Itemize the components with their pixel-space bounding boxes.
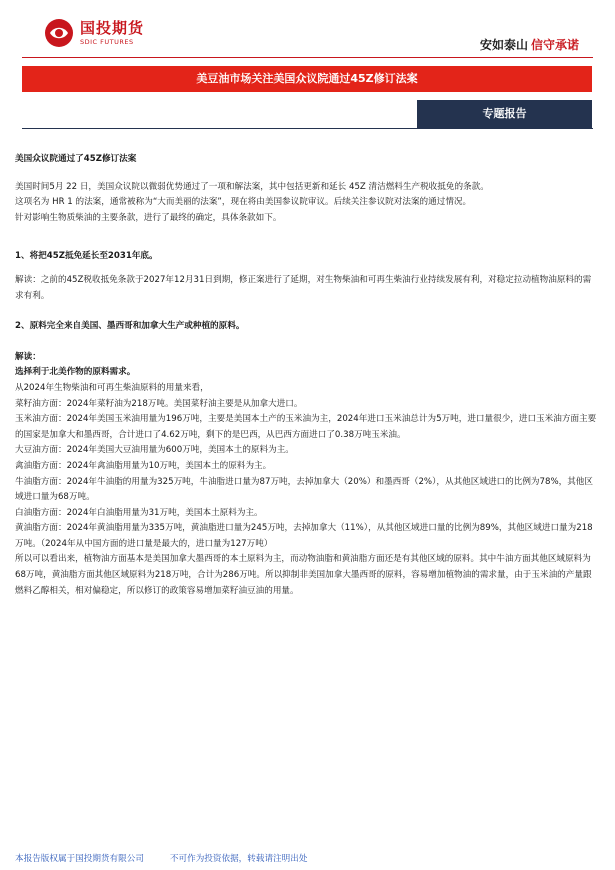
logo-subtext: SDIC FUTURES — [80, 38, 134, 46]
header-divider — [22, 57, 593, 58]
footer-disclaimer: 不可作为投资依据，转载请注明出处 — [169, 854, 308, 864]
page-footer — [15, 852, 307, 864]
intro-paragraph: 针对影响生物质柴油的主要条款，进行了最终的确定，具体条款如下。 — [15, 212, 282, 223]
list-item: 玉米油方面：2024年美国玉米油用量为196万吨，主要是美国本土产的玉米油为主，2024年进口玉米油总计为5万吨，进口量很少，进口玉米油方面主要的国家是加拿大和墨西哥，合计进口了4.62万吨，剩下的是巴西，从巴西方面进口了0.38万吨玉米油。 — [15, 414, 597, 440]
list-item: 菜籽油方面：2024年菜籽油为218万吨。美国菜籽油主要是从加拿大进口。 — [15, 398, 303, 409]
slogan-right: 信守承诺 — [530, 38, 579, 52]
conclusion-paragraph: 所以可以看出来，植物油方面基本是美国加拿大墨西哥的本土原料为主，而动物油脂和黄油脂方面还是有其他区域的原料。其中牛油方面其他区域原料为68万吨，黄油脂方面其他区域原料为218万吨，合计为286万吨。所以抑制非美国加拿大墨西哥的原料，容易增加植物油的需求量，由于玉米油的产量跟燃料乙醇相关，相对偏稳定，所以修订的政策容易增加菜籽油豆油的用量。 — [15, 554, 592, 596]
report-body — [15, 152, 599, 599]
slogan — [480, 36, 579, 53]
list-item: 从2024年生物柴油和可再生柴油原料的用量来看， — [15, 382, 209, 393]
sdic-logo-icon — [44, 18, 74, 48]
list-item: 黄油脂方面：2024年黄油脂用量为335万吨，黄油脂进口量为245万吨，去掉加拿大（11%），从其他区域进口量的比例为89%，其他区域进口量为218万吨。（2024年从中国方面的进口量是最大的，进口量为127万吨） — [15, 523, 593, 549]
list-item: 禽油脂方面：2024年禽油脂用量为10万吨，美国本土的原料为主。 — [15, 460, 272, 471]
tag-divider — [22, 128, 593, 129]
section-1-body: 解读：之前的45Z税收抵免条款于2027年12月31日到期，修正案进行了延期，对生物柴油和可再生柴油行业持续发展有利，对稳定拉动植物油原料的需求有利。 — [15, 274, 592, 301]
interpretation-subtitle: 选择利于北美作物的原料需求。 — [15, 367, 136, 378]
slogan-left: 安如泰山 — [479, 38, 528, 52]
intro-paragraph: 这项名为 HR 1 的法案，通常被称为“大而美丽的法案”，现在将由美国参议院审议。后续关注参议院对法案的通过情况。 — [15, 197, 472, 208]
logo-text: 国投期货 — [80, 19, 145, 37]
interpretation-label: 解读： — [15, 351, 41, 362]
report-type-tag: 专题报告 — [417, 100, 592, 128]
report-header — [0, 0, 615, 60]
report-title-banner: 美豆油市场关注美国众议院通过45Z修订法案 — [22, 66, 592, 92]
list-item: 大豆油方面：2024年美国大豆油用量为600万吨，美国本土的原料为主。 — [15, 445, 294, 456]
list-item: 白油脂方面：2024年白油脂用量为31万吨，美国本土原料为主。 — [15, 507, 263, 518]
intro-paragraph: 美国时间5月 22 日，美国众议院以微弱优势通过了一项和解法案，其中包括更新和延长 45Z 清洁燃料生产税收抵免的条款。 — [15, 181, 489, 192]
footer-copyright: 本报告版权属于国投期货有限公司 — [15, 854, 144, 864]
list-item: 牛油脂方面：2024年牛油脂的用量为325万吨，牛油脂进口量为87万吨，去掉加拿大（20%）和墨西哥（2%），从其他区域进口的比例为78%，其他区域进口量为68万吨。 — [15, 476, 593, 503]
section-1-title: 1、将把45Z抵免延长至2031年底。 — [15, 251, 158, 262]
section-2-title: 2、原料完全来自美国、墨西哥和加拿大生产或种植的原料。 — [15, 321, 245, 332]
section-heading: 美国众议院通过了45Z修订法案 — [15, 154, 137, 164]
